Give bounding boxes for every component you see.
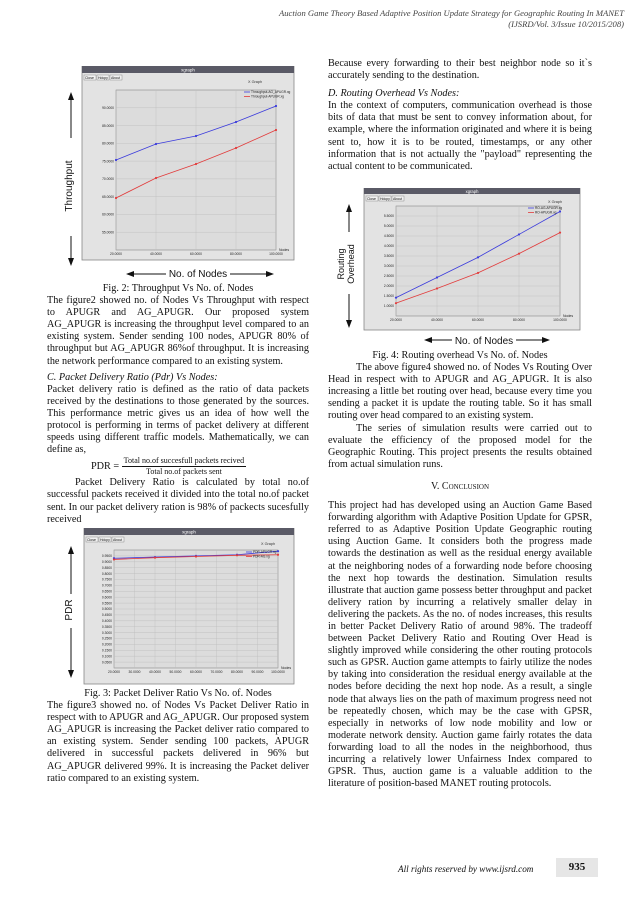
fig4-ytick-label: 1.5000 bbox=[383, 294, 394, 299]
fig4-data-point bbox=[436, 276, 438, 278]
fig2-xaxis-unit: Nodes bbox=[279, 248, 290, 252]
fig2-legend-label-1: Throughput-APUGR.xg bbox=[251, 94, 284, 99]
pdr-formula-denominator: Total no.of packets sent bbox=[145, 467, 222, 477]
fig3-ytick-label: 0.2500 bbox=[101, 636, 112, 641]
fig3-data-point bbox=[277, 554, 279, 556]
fig2-xtick-label: 60.0000 bbox=[190, 252, 202, 256]
figure-3-svg bbox=[56, 528, 296, 686]
fig3-ytick-label: 0.5000 bbox=[101, 607, 112, 612]
right-para-conclusion: This project had has developed using an Auction Game Based forwarding algorithm with Adaptive Position Update for GPSR, referred to as Adaptive Position Update Geographic routing using Auction Game. It considers both the progress made towards the destination as well as the residual energy available at the neighboring nodes of a forwarding node before choosing the next hop towards the destination. Simulation results illustrate that auction game possess better throughput and packet delivery ration by incurring a relatively smaller delay in delivering the packets. As the no. of nodes increases, this results in better Packet Delivery Ratio of around 98%. The tradeoff between Packet Delivery Ratio and Routing Over Head is slightly improved while considering the other routing protocols such as GPSR. Auction game attempts to fairly utilize the nodes by taking into consideration the residual energy available at the nodes before deciding the next hop node. As a result, a single node that always lies on the path of maximum progress need not be repeatedly chosen, which may be the case with GPSR, especially in networks of low node mobility and low or moderate network density. Auction game fairly rotates the data forwarding load to all the nodes in the neighborhood, thus incurring a relatively lower Unfairness Index compared to GPSR. Thus, auction game is a valuable addition to the literature of position-based MANET routing protocols. bbox=[328, 500, 592, 790]
fig2-data-point bbox=[195, 135, 197, 137]
fig4-xtick-label: 40.0000 bbox=[431, 318, 443, 322]
fig2-ytick-label: 55.0000 bbox=[102, 230, 114, 235]
pdr-formula-lhs: PDR = bbox=[91, 461, 120, 473]
figure-2-svg bbox=[58, 66, 296, 280]
fig2-ytick-label: 70.0000 bbox=[102, 177, 114, 182]
fig3-ytick-label: 0.0500 bbox=[101, 660, 112, 665]
fig3-menu-about-label: About bbox=[113, 538, 123, 542]
pdr-formula-numerator: Total no.of succesfull packets recived bbox=[123, 456, 245, 466]
fig2-data-point bbox=[235, 121, 237, 123]
fig4-data-point bbox=[395, 297, 397, 299]
fig3-ytick-label: 0.3500 bbox=[101, 624, 112, 629]
fig3-ytick-label: 0.4500 bbox=[101, 613, 112, 618]
fig4-ytick-label: 4.0000 bbox=[383, 244, 394, 249]
fig3-xtick-label: 100.0000 bbox=[271, 670, 285, 674]
left-column-lower bbox=[47, 688, 309, 785]
fig2-ytick-label: 80.0000 bbox=[102, 141, 114, 146]
fig4-ytick-label: 4.5000 bbox=[383, 234, 394, 239]
fig4-legend-label-0: RO-AG-APUGR.xg bbox=[535, 206, 563, 211]
fig4-legend-label-1: RO-APUGR.xg bbox=[535, 210, 557, 215]
fig4-xlabel: No. of Nodes bbox=[454, 336, 514, 347]
fig3-data-point bbox=[154, 557, 156, 559]
fig3-ytick-label: 0.9500 bbox=[101, 554, 112, 559]
fig2-plot-area bbox=[102, 90, 290, 256]
left-para-throughput: The figure2 showed no. of Nodes Vs Throughput with respect to APUGR and AG_APUGR. Our proposed system AG_APUGR is increasing the throughput level compared to an existing system. Sender sending 100 nodes, APUGR 80% of throughput but AG_APUGR 86%of throughput. It is increasing the network performance compared to an existing system. bbox=[47, 295, 309, 367]
left-para-pdr-definition: Packet delivery ratio is defined as the ratio of data packets received by the destinations to those generated by the sources. This performance metric gives us an idea of how well the protocol is performing in terms of packet delivery at different speeds using different traffic models. Mathematically, we can define as, bbox=[47, 383, 309, 456]
fig2-legend-label-0: Throughput-AG_APUGR.xg bbox=[251, 90, 291, 95]
figure-3 bbox=[56, 528, 296, 691]
fig3-xtick-label: 30.0000 bbox=[128, 670, 141, 674]
fig4-ytick-label: 2.0000 bbox=[383, 284, 394, 289]
fig2-ytick-label: 85.0000 bbox=[102, 123, 114, 128]
fig2-xlabel: No. of Nodes bbox=[168, 269, 228, 280]
fig2-brand: X Graph bbox=[248, 80, 263, 84]
fig3-menu-hdcpy-label: Hdcpy bbox=[100, 538, 110, 542]
fig3-ytick-label: 0.1500 bbox=[101, 648, 112, 653]
fig2-xlabel-arrowhead-left bbox=[126, 271, 134, 277]
fig3-xtick-label: 20.0000 bbox=[108, 670, 120, 674]
fig2-data-point bbox=[195, 163, 197, 165]
fig3-xtick-label: 80.0000 bbox=[231, 670, 243, 674]
fig4-xtick-label: 20.0000 bbox=[390, 318, 402, 322]
fig4-data-point bbox=[477, 272, 479, 274]
header-citation: (IJSRD/Vol. 3/Issue 10/2015/208) bbox=[508, 19, 624, 29]
fig4-xlabel-arrowhead-right bbox=[542, 337, 550, 343]
fig2-xtick-label: 20.0000 bbox=[110, 252, 122, 256]
fig3-ytick-label: 0.5500 bbox=[101, 601, 112, 606]
footer-rights: All rights reserved by www.ijsrd.com bbox=[398, 864, 534, 874]
fig2-data-point bbox=[235, 147, 237, 149]
figure-4-svg bbox=[336, 188, 582, 348]
fig3-xaxis-unit: Nodes bbox=[281, 666, 292, 670]
fig4-xtick-label: 60.0000 bbox=[472, 318, 484, 322]
fig3-ytick-label: 0.8000 bbox=[101, 571, 112, 576]
fig2-ytick-label: 75.0000 bbox=[102, 159, 114, 164]
fig4-menu-close-label: Close bbox=[367, 197, 376, 201]
fig4-window-title: xgraph bbox=[465, 189, 479, 194]
fig3-ytick-label: 0.9000 bbox=[101, 560, 112, 564]
fig4-ytick-label: 5.0000 bbox=[383, 224, 394, 229]
fig4-ylabel-arrowhead-down bbox=[346, 320, 352, 328]
fig4-menu-hdcpy-label: Hdcpy bbox=[380, 197, 390, 201]
fig3-xtick-label: 70.0000 bbox=[210, 670, 223, 674]
fig2-menu-close-label: Close bbox=[85, 76, 94, 80]
fig2-ytick-label: 90.0000 bbox=[102, 105, 114, 110]
fig3-menu-close-label: Close bbox=[87, 538, 96, 542]
fig3-plot-area bbox=[102, 550, 291, 674]
header-title: Auction Game Theory Based Adaptive Position Update Strategy for Geographic Routing In MANET bbox=[279, 8, 624, 18]
fig2-ylabel: Throughput bbox=[64, 160, 75, 212]
fig3-caption: Fig. 3: Packet Deliver Ratio Vs No. of. Nodes bbox=[84, 688, 272, 699]
fig3-xtick-label: 50.0000 bbox=[169, 670, 182, 674]
fig3-ylabel-arrowhead-up bbox=[68, 546, 74, 554]
right-column-lower bbox=[328, 350, 592, 790]
right-para-overhead-results: The above figure4 showed no. of Nodes Vs Routing Over Head in respect with to APUGR and AG_APUGR. It is also increasing a little bet routing over head, because every time you sending a packet it is update the routing table. So it has small routing over head compared to an existing system. bbox=[328, 362, 592, 422]
fig4-ytick-label: 1.0000 bbox=[383, 304, 394, 309]
fig3-data-point bbox=[113, 558, 115, 560]
fig3-ytick-label: 0.7000 bbox=[101, 583, 112, 588]
fig3-xtick-label: 90.0000 bbox=[251, 670, 264, 674]
fig4-xlabel-arrowhead-left bbox=[424, 337, 432, 343]
conclusion-heading: V. Conclusion bbox=[430, 480, 490, 492]
fig2-data-point bbox=[275, 129, 277, 131]
fig3-ytick-label: 0.7500 bbox=[101, 577, 112, 582]
fig4-brand: X Graph bbox=[548, 200, 563, 204]
fig4-data-point bbox=[559, 231, 561, 233]
fig4-ytick-label: 3.0000 bbox=[383, 264, 394, 269]
figure-2 bbox=[58, 66, 296, 285]
fig4-caption: Fig. 4: Routing overhead Vs No. of. Nodes bbox=[372, 350, 548, 361]
fig3-ylabel: PDR bbox=[64, 599, 75, 621]
fig3-ytick-label: 0.6500 bbox=[101, 589, 112, 594]
fig3-legend-label-1: PDR-AG.xg bbox=[253, 554, 270, 559]
fig4-xtick-label: 100.0000 bbox=[553, 318, 567, 322]
fig3-ytick-label: 0.8500 bbox=[101, 565, 112, 570]
right-column-upper bbox=[328, 58, 592, 173]
fig4-ylabel-line1: Routing bbox=[336, 248, 346, 280]
page-number: 935 bbox=[556, 858, 598, 877]
fig2-ytick-label: 65.0000 bbox=[102, 194, 114, 199]
fig2-data-point bbox=[275, 105, 277, 107]
fig3-xtick-label: 60.0000 bbox=[190, 670, 202, 674]
right-para-forwarding: Because every forwarding to their best neighbor node so it`s accurately sending to the destination. bbox=[328, 58, 592, 82]
fig4-ytick-label: 2.5000 bbox=[383, 274, 394, 279]
right-para-simulation: The series of simulation results were carried out to evaluate the efficiency of the proposed model for the Geographic Routing. This project presents the results obtained from actual simulation runs. bbox=[328, 422, 592, 470]
fig2-xtick-label: 40.0000 bbox=[150, 252, 162, 256]
section-c-heading: C. Packet Delivery Ratio (Pdr) Vs Nodes: bbox=[47, 371, 218, 383]
fig4-ylabel-line2: Overhead bbox=[346, 244, 356, 284]
left-para-pdr-results: The figure3 showed no. of Nodes Vs Packet Deliver Ratio in respect with to APUGR and AG_APUGR. Our proposed system AG_APUGR is increasing the Packet deliver ratio compared to an existing system. Sender sending 100 packets, APUGR delivered in successful packets delivered in 96% but AG_APUGR delivered 99%. It is increasing the Packet deliver ratio compared to an existing system. bbox=[47, 700, 309, 784]
fig2-data-point bbox=[155, 177, 157, 179]
fig3-ylabel-arrowhead-down bbox=[68, 670, 74, 678]
fig2-data-point bbox=[115, 197, 117, 199]
fig2-data-point bbox=[155, 143, 157, 145]
fig4-ytick-label: 5.5000 bbox=[383, 214, 394, 219]
fig3-brand: X Graph bbox=[261, 542, 276, 546]
left-column-upper bbox=[47, 283, 309, 526]
fig3-data-point bbox=[277, 550, 279, 552]
fig3-window-title: xgraph bbox=[182, 529, 196, 535]
fig3-xtick-label: 40.0000 bbox=[149, 670, 161, 674]
fig3-ytick-label: 0.1000 bbox=[101, 654, 112, 659]
fig2-menu-about-label: About bbox=[111, 76, 121, 80]
fig2-ytick-label: 60.0000 bbox=[102, 212, 114, 217]
fig2-caption: Fig. 2: Throughput Vs No. of. Nodes bbox=[102, 283, 254, 294]
fig3-ytick-label: 0.2000 bbox=[101, 642, 112, 647]
fig4-xtick-label: 80.0000 bbox=[513, 318, 525, 322]
fig4-ytick-label: 3.5000 bbox=[383, 254, 394, 259]
fig2-xtick-label: 100.0000 bbox=[269, 252, 283, 256]
fig4-data-point bbox=[395, 302, 397, 304]
fig2-xtick-label: 80.0000 bbox=[230, 252, 242, 256]
fig4-data-point bbox=[477, 256, 479, 258]
fig2-data-point bbox=[115, 159, 117, 161]
fig3-data-point bbox=[236, 554, 238, 556]
running-header bbox=[124, 8, 624, 30]
fig3-ytick-label: 0.6000 bbox=[101, 595, 112, 600]
fig4-menu-about-label: About bbox=[393, 197, 403, 201]
pdr-formula-fraction bbox=[122, 456, 247, 477]
fig3-legend-label-0: PDR-APUGR.xg bbox=[253, 550, 277, 555]
fig2-menu-hdcpy-label: Hdcpy bbox=[98, 76, 108, 80]
fig2-ylabel-arrowhead-up bbox=[68, 92, 74, 100]
fig4-ylabel-arrowhead-up bbox=[346, 204, 352, 212]
fig2-window-title: xgraph bbox=[181, 67, 195, 73]
fig4-data-point bbox=[518, 253, 520, 255]
fig3-ytick-label: 0.4000 bbox=[101, 619, 112, 623]
fig4-xaxis-unit: Nodes bbox=[563, 314, 574, 318]
right-para-overhead-definition: In the context of computers, communication overhead is those bits of data that must be sent to convey information about, for example, where the information originated and where it is being sent to, how it is to be routed, timestamps, or any other information that is not actually the "payload" representing the actual content to be communicated. bbox=[328, 100, 592, 172]
fig3-data-point bbox=[195, 555, 197, 557]
figure-4 bbox=[336, 188, 582, 353]
fig3-ytick-label: 0.3000 bbox=[101, 630, 112, 635]
fig4-plot-area bbox=[384, 206, 573, 322]
fig2-xlabel-arrowhead-right bbox=[266, 271, 274, 277]
fig4-data-point bbox=[436, 287, 438, 289]
pdr-formula bbox=[47, 456, 309, 477]
fig2-ylabel-arrowhead-down bbox=[68, 258, 74, 266]
left-para-pdr-calc: Packet Delivery Ratio is calculated by total no.of successful packets received it divided into the total no.of packet sent. In our packet delivery ration is 98% of packects sucesfully received bbox=[47, 477, 309, 525]
section-d-heading: D. Routing Overhead Vs Nodes: bbox=[328, 88, 460, 100]
fig4-data-point bbox=[559, 210, 561, 212]
fig4-data-point bbox=[518, 233, 520, 235]
